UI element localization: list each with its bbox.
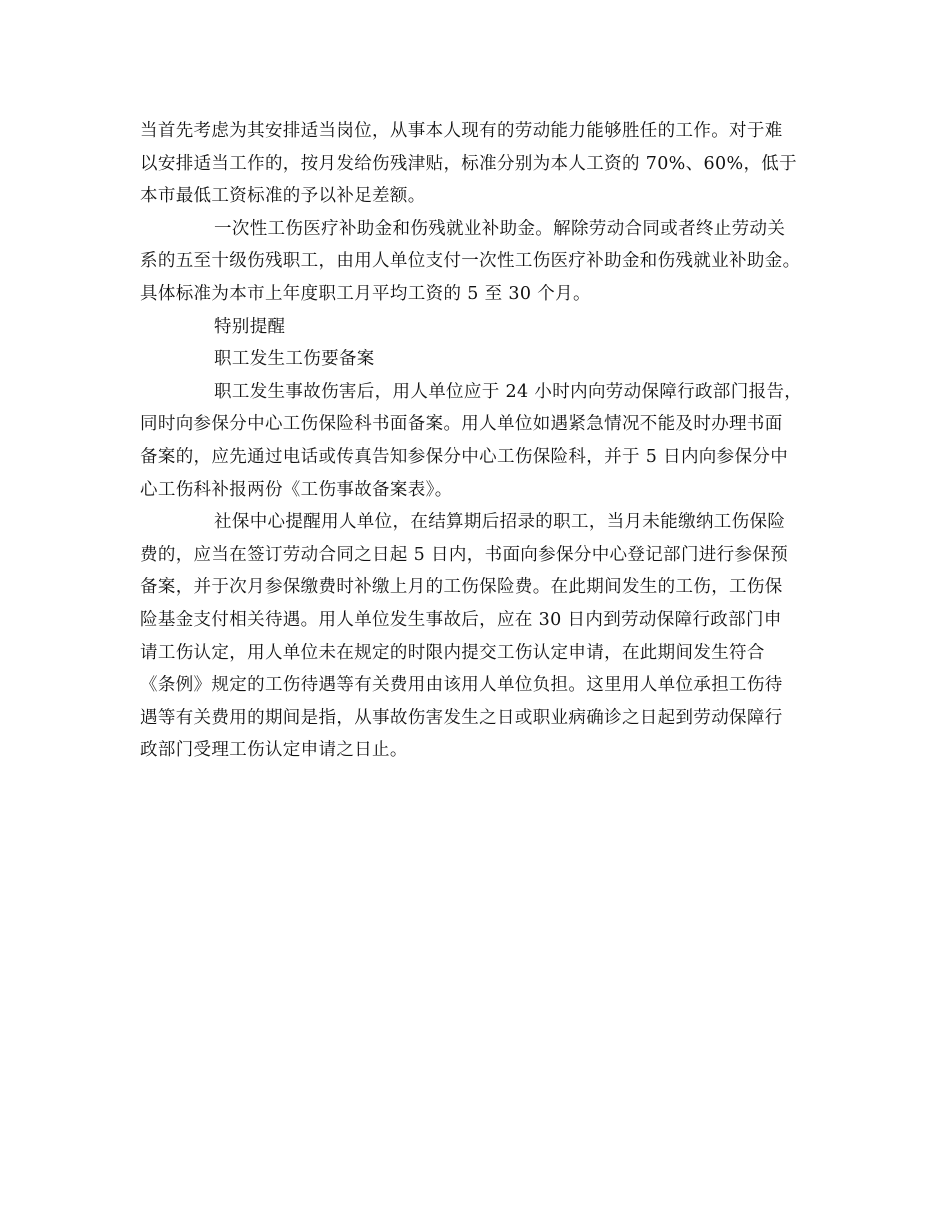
paragraph-start-line: 社保中心提醒用人单位，在结算期后招录的职工，当月未能缴纳工伤保险 [214,512,786,533]
body-line: 同时向参保分中心工伤保险科书面备案。用人单位如遇紧急情况不能及时办理书面 [140,414,783,435]
body-line: 备案的，应先通过电话或传真告知参保分中心工伤保险科，并于 5 日内向参保分中 [140,446,789,467]
body-line: 政部门受理工伤认定申请之日止。 [140,740,408,761]
body-line: 以安排适当工作的，按月发给伤残津贴，标准分别为本人工资的 70%、60%，低于 [140,153,798,174]
body-line: 具体标准为本市上年度职工月平均工资的 5 至 30 个月。 [140,283,591,304]
body-line: 当首先考虑为其安排适当岗位，从事本人现有的劳动能力能够胜任的工作。对于难 [140,121,783,141]
body-line: 险基金支付相关待遇。用人单位发生事故后，应在 30 日内到劳动保障行政部门申 [140,609,782,630]
body-line: 费的，应当在签订劳动合同之日起 5 日内，书面向参保分中心登记部门进行参保预 [140,544,789,565]
body-line: 心工伤科补报两份《工伤事故备案表》。 [140,479,453,500]
body-line: 备案，并于次月参保缴费时补缴上月的工伤保险费。在此期间发生的工伤，工伤保 [140,577,783,598]
document-body [140,115,820,767]
section-heading: 特别提醒 [214,316,286,337]
body-line: 请工伤认定，用人单位未在规定的时限内提交工伤认定申请，在此期间发生符合 [140,642,765,663]
body-line: 《条例》规定的工伤待遇等有关费用由该用人单位负担。这里用人单位承担工伤待 [140,675,783,696]
body-line: 本市最低工资标准的予以补足差额。 [140,186,426,207]
paragraph-start-line: 职工发生事故伤害后，用人单位应于 24 小时内向劳动保障行政部门报告， [214,381,803,402]
paragraph-start-line: 一次性工伤医疗补助金和伤残就业补助金。解除劳动合同或者终止劳动关 [214,218,786,239]
body-line: 系的五至十级伤残职工，由用人单位支付一次性工伤医疗补助金和伤残就业补助金。 [140,251,801,272]
body-line: 遇等有关费用的期间是指，从事故伤害发生之日或职业病确诊之日起到劳动保障行 [140,707,783,728]
subsection-heading: 职工发生工伤要备案 [214,349,375,370]
